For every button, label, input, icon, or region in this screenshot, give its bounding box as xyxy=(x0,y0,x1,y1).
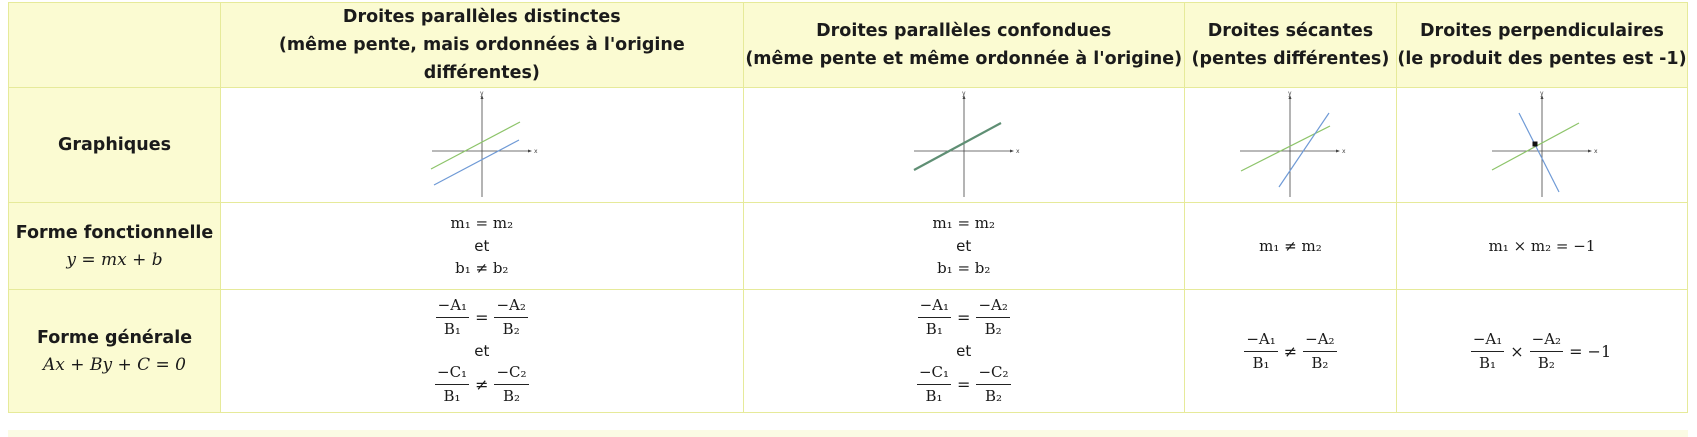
line-green xyxy=(1241,126,1330,171)
y-axis-label: y xyxy=(479,91,484,97)
graph-cell-perpendicular xyxy=(1396,88,1687,203)
functional-cell-secant xyxy=(1184,203,1396,290)
header-title: Droites sécantes xyxy=(1207,21,1374,41)
functional-form-row xyxy=(9,203,1688,290)
row-label: Graphiques xyxy=(57,135,172,155)
line-blue xyxy=(1279,113,1329,187)
et-label: et xyxy=(474,237,490,255)
general-cell-parallel-coincident xyxy=(743,290,1184,413)
x-axis-arrow xyxy=(528,150,532,153)
header-subtitle: (le produit des pentes est -1) xyxy=(1397,49,1687,69)
header-subtitle: (pentes différentes) xyxy=(1191,49,1390,69)
relation-sign: = xyxy=(957,375,971,394)
header-secant xyxy=(1184,3,1396,88)
line-coincident xyxy=(914,123,1001,170)
x-axis-arrow xyxy=(1336,150,1340,153)
bottom-strip xyxy=(8,430,1688,437)
fraction: $\frac{\text{−A₂}}{\text{B₂}}$ xyxy=(496,296,526,338)
condition-slopes: m₁ × m₂ = −1 xyxy=(1488,236,1596,255)
y-axis-label: y xyxy=(1539,91,1544,97)
x-axis-label: x xyxy=(1015,148,1020,155)
row-label-generale xyxy=(9,290,221,413)
line-blue xyxy=(434,140,519,185)
row-label-graphiques xyxy=(9,88,221,203)
x-axis-label: x xyxy=(1342,148,1346,155)
fraction: $\frac{\text{−A₁}}{\text{B₁}}$ xyxy=(1472,329,1503,372)
condition-slopes xyxy=(434,295,530,340)
condition-intercepts: b₁ = b₂ xyxy=(937,259,991,277)
et-label: et xyxy=(956,342,972,360)
condition-intercepts: b₁ ≠ b₂ xyxy=(455,259,509,277)
comparison-table-wrapper xyxy=(8,2,1688,413)
graph-parallel-distinct xyxy=(422,91,542,199)
et-label: et xyxy=(474,342,490,360)
product-result: = −1 xyxy=(1569,341,1612,361)
x-axis-label: x xyxy=(1593,148,1598,155)
graphs-row xyxy=(9,88,1688,203)
fraction: $\frac{\text{−A₂}}{\text{B₂}}$ xyxy=(978,296,1008,338)
line-green xyxy=(431,122,520,169)
condition-slopes xyxy=(916,295,1012,340)
condition-intercepts xyxy=(433,362,531,407)
header-title: Droites parallèles distinctes xyxy=(342,7,621,27)
header-title: Droites perpendiculaires xyxy=(1420,21,1664,41)
relation-sign: ≠ xyxy=(1283,341,1298,361)
functional-cell-parallel-distinct xyxy=(221,203,744,290)
condition-slopes xyxy=(1469,329,1615,374)
header-subtitle: (même pente, mais ordonnées à l'origine différentes) xyxy=(278,35,685,83)
header-perpendicular xyxy=(1396,3,1687,88)
fraction: $\frac{\text{−A₂}}{\text{B₂}}$ xyxy=(1531,329,1562,372)
header-title: Droites parallèles confondues xyxy=(816,21,1112,41)
header-parallel-distinct xyxy=(221,3,744,88)
condition-slopes: m₁ = m₂ xyxy=(450,214,514,232)
x-axis-label: x xyxy=(533,148,538,155)
fraction: $\frac{\text{−C₂}}{\text{B₂}}$ xyxy=(496,363,527,405)
header-parallel-coincident xyxy=(743,3,1184,88)
fraction: $\frac{\text{−A₁}}{\text{B₁}}$ xyxy=(1246,329,1276,372)
row-label-fonctionnelle xyxy=(9,203,221,290)
graph-secant xyxy=(1230,91,1350,199)
general-cell-secant xyxy=(1184,290,1396,413)
y-axis-label: y xyxy=(1288,91,1292,97)
general-form-row xyxy=(9,290,1688,413)
fraction: $\frac{\text{−A₁}}{\text{B₁}}$ xyxy=(437,296,468,338)
condition-slopes: m₁ = m₂ xyxy=(932,214,996,232)
header-row xyxy=(9,3,1688,88)
header-subtitle: (même pente et même ordonnée à l'origine) xyxy=(745,49,1183,69)
general-cell-perpendicular xyxy=(1396,290,1687,413)
graph-cell-secant xyxy=(1184,88,1396,203)
row-formula: Ax + By + C = 0 xyxy=(43,354,186,375)
fraction: $\frac{\text{−A₂}}{\text{B₂}}$ xyxy=(1305,329,1335,372)
x-axis-arrow xyxy=(1588,150,1592,153)
functional-cell-parallel-coincident xyxy=(743,203,1184,290)
right-angle-marker xyxy=(1532,142,1537,147)
relation-sign: ≠ xyxy=(475,375,489,394)
graph-cell-parallel-distinct xyxy=(221,88,744,203)
row-label: Forme fonctionnelle xyxy=(15,222,214,243)
graph-perpendicular xyxy=(1482,91,1602,199)
row-label: Forme générale xyxy=(36,327,193,348)
fraction: $\frac{\text{−C₁}}{\text{B₁}}$ xyxy=(918,363,950,405)
functional-cell-perpendicular xyxy=(1396,203,1687,290)
fraction: $\frac{\text{−C₂}}{\text{B₂}}$ xyxy=(978,363,1009,405)
et-label: et xyxy=(956,237,972,255)
fraction: $\frac{\text{−A₁}}{\text{B₁}}$ xyxy=(919,296,950,338)
graph-cell-parallel-coincident xyxy=(743,88,1184,203)
fraction: $\frac{\text{−C₁}}{\text{B₁}}$ xyxy=(437,363,468,405)
relation-sign: = xyxy=(475,308,489,327)
graph-parallel-coincident xyxy=(904,91,1024,199)
relation-sign: = xyxy=(957,308,971,327)
multiply-sign: × xyxy=(1510,341,1524,361)
y-axis-label: y xyxy=(961,91,966,97)
corner-cell xyxy=(9,3,221,88)
comparison-table xyxy=(8,2,1688,413)
general-cell-parallel-distinct xyxy=(221,290,744,413)
row-formula: y = mx + b xyxy=(66,249,163,270)
condition-slopes: m₁ ≠ m₂ xyxy=(1259,236,1322,255)
condition-intercepts xyxy=(915,362,1013,407)
condition-slopes xyxy=(1242,329,1338,374)
x-axis-arrow xyxy=(1010,150,1014,153)
